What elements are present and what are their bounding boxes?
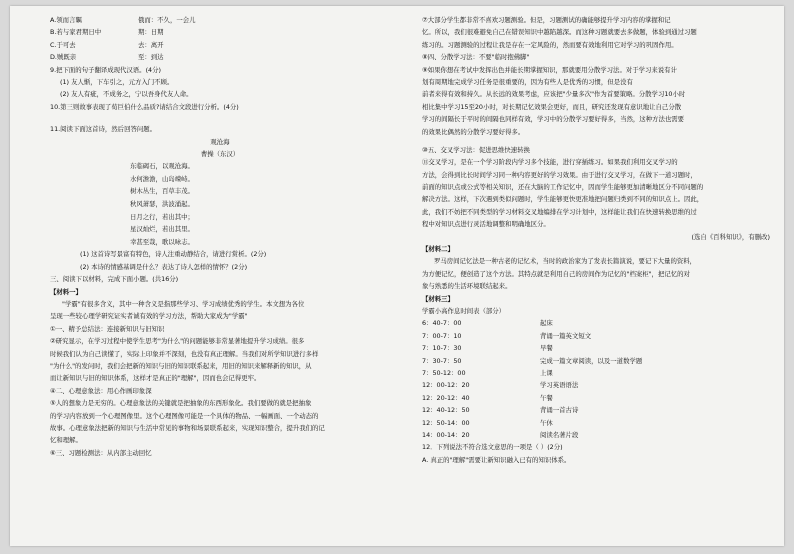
poem-line: 星汉灿烂，若出其里。 [130, 225, 194, 234]
material-1-text: 忆。所以，我们很难避免自己在错误知识中越陷越深。而这种习题就要去多做题，体验到通过习题 [422, 28, 697, 37]
schedule-row: 7：00-7：10 背诵一篇英文短文 [422, 331, 592, 340]
material-1-subheading: ①一、精予总结法：连接新知识与旧知识 [50, 324, 165, 333]
material-1-text: 学习的间隔长于平时的间隔也同样有效，学习中的分散学习要好得多，当然，这种方法也需要 [422, 115, 685, 124]
material-1-text: 前者来得有效和持久。从长远的效果考虑，应该把"少量多次"作为首要策略。分散学习10小时 [422, 90, 686, 99]
schedule-title: 学霸小高作息时间表（部分） [422, 306, 506, 315]
schedule-row: 7：30-7：50 完成一篇文章阅读，以及一道数学题 [422, 356, 643, 365]
question-9-2: (2) 友人有疵，不成务之，宁以吾身代友人命。 [60, 90, 193, 99]
question-9: 9.把下面的句子翻译成现代汉语。(4分) [50, 65, 162, 74]
material-1-text: ⑤人的想象力是无穷的。心理意象法的关键就是把抽象的东西形象化。我们要做的就是把抽象 [50, 399, 312, 408]
poem-line: 秋风萧瑟，洪波涌起。 [130, 200, 194, 209]
material-1-text: 此，我们不妨把不同类型的学习材料交叉地编排在学习计划中，这样能让我们在快速转换思维的过 [422, 207, 697, 216]
material-1-text: 划有周期地完成学习任务是很重要的，因为有些人是优秀的习惯，但是没有 [422, 77, 633, 86]
question-11-1: (1) 这首诗写景富有特色，诗人注重动静结合，请进行赏析。(2分) [80, 250, 267, 259]
material-1-text: 前面的知识点或公式等相关知识，还在大脑的工作记忆中，因而学生能够更加清晰地区分不同问题的 [422, 183, 704, 192]
exam-sheet [10, 6, 784, 546]
material-1-text: "学霸"有很多含义，其中一种含义是指那些学习、学习成绩优秀的学生。本文想为各位 [62, 300, 305, 309]
material-1-text: 故事。心理意象法把新的知识与生活中常见的事物和场景联系起来，实现知识整合，提升我们的记 [50, 423, 325, 432]
material-1-text: 的效果比偶然的分散学习要好得多。 [422, 127, 525, 136]
question-12: 12．下列说法不符合选文意思的一项是（ ）(2分) [422, 443, 563, 452]
poem-author: 曹操（东汉） [200, 149, 240, 158]
option-b: B.若与家君期日中 期：日期 [50, 28, 164, 37]
material-1-subheading: ⑩五、交叉学习法：促进思维快速转换 [422, 145, 530, 154]
question-11-2: (2) 本诗的情感基调是什么？表达了诗人怎样的情怀？(2分) [80, 262, 248, 271]
question-10: 10.第三则故事表现了荀巨伯什么品质?请结合文段进行分析。(4分) [50, 102, 239, 111]
material-1-text: 相比集中学习15至20小时，对长期记忆效果会更好，而且，研究还发现有意识地让自己分散 [422, 102, 682, 111]
material-1-text: 方法，会得到比长时间学习同一种内容更好的学习效果。由于进行交叉学习，在做下一道习题时， [422, 170, 697, 179]
material-1-heading: 【材料一】 [50, 287, 82, 296]
question-12-option-a: A. 真正的"理解"需要让新知识融入已有的知识体系。 [422, 455, 571, 464]
poem-title: 观沧海 [210, 137, 230, 146]
material-1-text: "为什么"的发问时，我们会把新的知识与旧的知识联系起来，用旧的知识来解释新的知识，从 [50, 361, 312, 370]
material-2-heading: 【材料二】 [422, 245, 454, 254]
material-2-text: 罗马房间记忆法是一种古老的记忆术，当时的政治家为了发表长篇演说，要记下大量的资料， [434, 257, 697, 266]
schedule-row: 7：50-12：00 上课 [422, 368, 553, 377]
poem-line: 日月之行，若出其中； [130, 212, 194, 221]
material-2-text: 象与熟悉的生活环境联结起来。 [422, 282, 512, 291]
schedule-row: 12：40-12：50 背诵一首古诗 [422, 406, 579, 415]
material-1-text: ⑨如果你想在考试中发挥出色并能长期掌握知识，那就要用分散学习法。对于学习来说有计 [422, 65, 677, 74]
material-1-text: 忆和理解。 [50, 436, 82, 445]
material-1-text: 时候我们认为自己读懂了，实际上印象并不深刻，也没有真正理解。当我们对所学知识进行多样 [50, 349, 319, 358]
schedule-row: 7：10-7：30 早餐 [422, 344, 553, 353]
material-1-text: ⑪交叉学习，是在一个学习阶段内学习多个技能，进行穿插练习。如果我们利用交叉学习的 [422, 158, 678, 167]
option-d: D.贼既亲 至：到达 [50, 53, 164, 62]
material-1-text: 练习的。习题测验的过程让我是存在一定风险的，然而要有效地利用它对学习的巩固作用。 [422, 40, 678, 49]
poem-line: 东临碣石，以观沧海。 [130, 162, 194, 171]
material-1-text: ②研究显示，在学习过程中使学生思考"为什么"的问题能够非常显著地提升学习成绩。很多 [50, 337, 305, 346]
source-note: (选自《百科知识》，有删改) [691, 232, 770, 241]
material-1-text: 程中对知识点进行灵活地调整和明确地区分。 [422, 220, 550, 229]
poem-line: 水何澹澹，山岛竦峙。 [130, 174, 194, 183]
material-1-subheading: ⑥三、习题检测法：从内部主动回忆 [50, 448, 152, 457]
material-1-text: 解决方法。这样，下次遇到类似问题时，学生能够更快更准地把问题归类到不同的知识点上。因此， [422, 195, 704, 204]
schedule-row: 12：20-12：40 午餐 [422, 393, 553, 402]
material-1-subheading: ⑧四、分散学习法：不要"临时抱佛脚" [422, 53, 530, 62]
schedule-row: 12：00-12：20 学习英语语法 [422, 381, 579, 390]
material-1-text: 而让新知识与旧的知识体系，这样才是真正的"理解"，因而也会记得更牢。 [50, 374, 261, 383]
material-1-subheading: ④二、心理意象法：用心作画印象深 [50, 386, 152, 395]
material-1-text: 的学习内容放到一个心理图像里。这个心理图像可能是一个具体的物品、一幅画面、一个动态的 [50, 411, 319, 420]
material-1-text: ⑦大部分学生都非常不喜欢习题测验。但是，习题测试的确能够提升学习内容的掌握和记 [422, 16, 671, 24]
material-2-text: 为方便记忆，便创造了这个方法。其特点就是利用自己的房间作为记忆的"档案柜"，把记忆的对 [422, 269, 690, 278]
schedule-row: 12：50-14：00 午休 [422, 418, 553, 427]
material-3-heading: 【材料三】 [422, 294, 454, 303]
right-column [422, 14, 770, 466]
left-column [50, 14, 390, 459]
option-c: C.于可去 去：离开 [50, 40, 164, 49]
material-1-text: 呈现一些较心理学研究证实者诚有效的学习方法，帮助大家成为"学霸" [50, 312, 248, 321]
schedule-row: 14：00-14：20 阅读名著片段 [422, 430, 579, 439]
question-9-1: (1) 友人惭，下车引之，元方入门不顾。 [60, 77, 174, 86]
schedule-row: 6：40-7：00 起床 [422, 319, 553, 328]
poem-line: 树木丛生，百草丰茂。 [130, 187, 194, 196]
option-a: A.领而言瞩 俄而：不久，一会儿 [50, 16, 196, 24]
part-3-heading: 三、阅读下以材料，完成下面小题。(共16分) [50, 275, 179, 284]
question-11: 11.阅读下面这首诗，然后回答问题。 [50, 125, 157, 134]
poem-line: 幸甚至哉，歌以咏志。 [130, 237, 194, 246]
